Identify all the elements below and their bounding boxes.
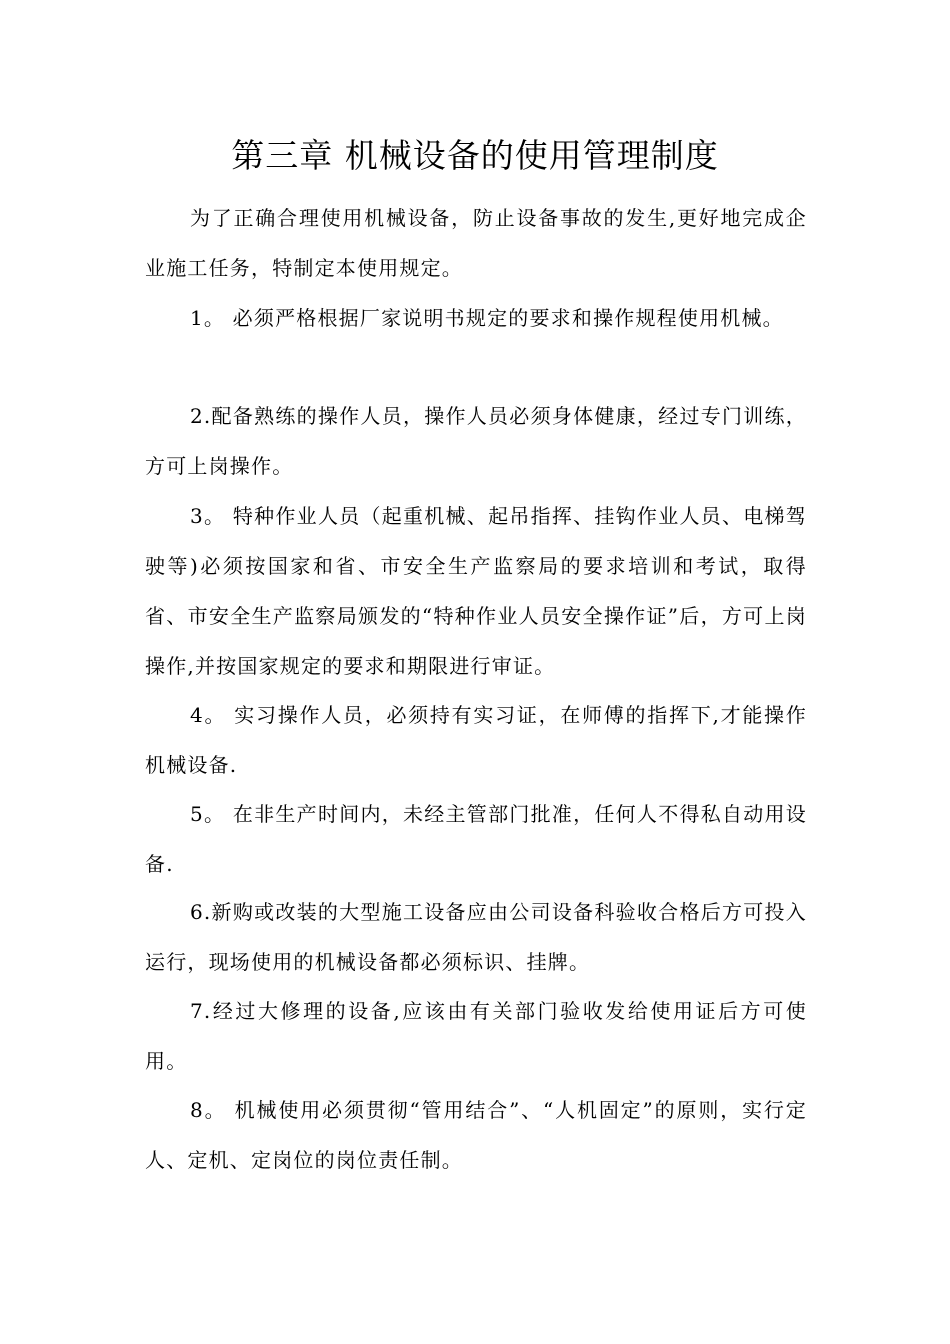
paragraph-item-6: 6.新购或改装的大型施工设备应由公司设备科验收合格后方可投入运行，现场使用的机械设备都必须标识、挂牌。 xyxy=(145,900,807,974)
page-title: 第三章 机械设备的使用管理制度 xyxy=(231,136,719,175)
paragraph-intro: 为了正确合理使用机械设备，防止设备事故的发生,更好地完成企业施工任务，特制定本使用规定。 xyxy=(145,206,807,280)
paragraph-item-4: 4。 实习操作人员，必须持有实习证，在师傅的指挥下,才能操作机械设备. xyxy=(145,703,807,777)
paragraph-item-1: 1。 必须严格根据厂家说明书规定的要求和操作规程使用机械。 xyxy=(190,306,784,330)
paragraph-item-2: 2.配备熟练的操作人员，操作人员必须身体健康，经过专门训练，方可上岗操作。 xyxy=(145,404,807,478)
paragraph-item-7: 7.经过大修理的设备,应该由有关部门验收发给使用证后方可使用。 xyxy=(145,999,807,1073)
paragraph-item-8: 8。 机械使用必须贯彻“管用结合”、“人机固定”的原则，实行定人、定机、定岗位的岗位责任制。 xyxy=(145,1098,807,1172)
paragraph-item-5: 5。 在非生产时间内，未经主管部门批准，任何人不得私自动用设备. xyxy=(145,802,807,876)
paragraph-item-3: 3。 特种作业人员（起重机械、起吊指挥、挂钩作业人员、电梯驾驶等)必须按国家和省、市安全生产监察局的要求培训和考试，取得省、市安全生产监察局颁发的“特种作业人员安全操作证”后，方可上岗操作,并按国家规定的要求和期限进行审证。 xyxy=(145,504,807,678)
